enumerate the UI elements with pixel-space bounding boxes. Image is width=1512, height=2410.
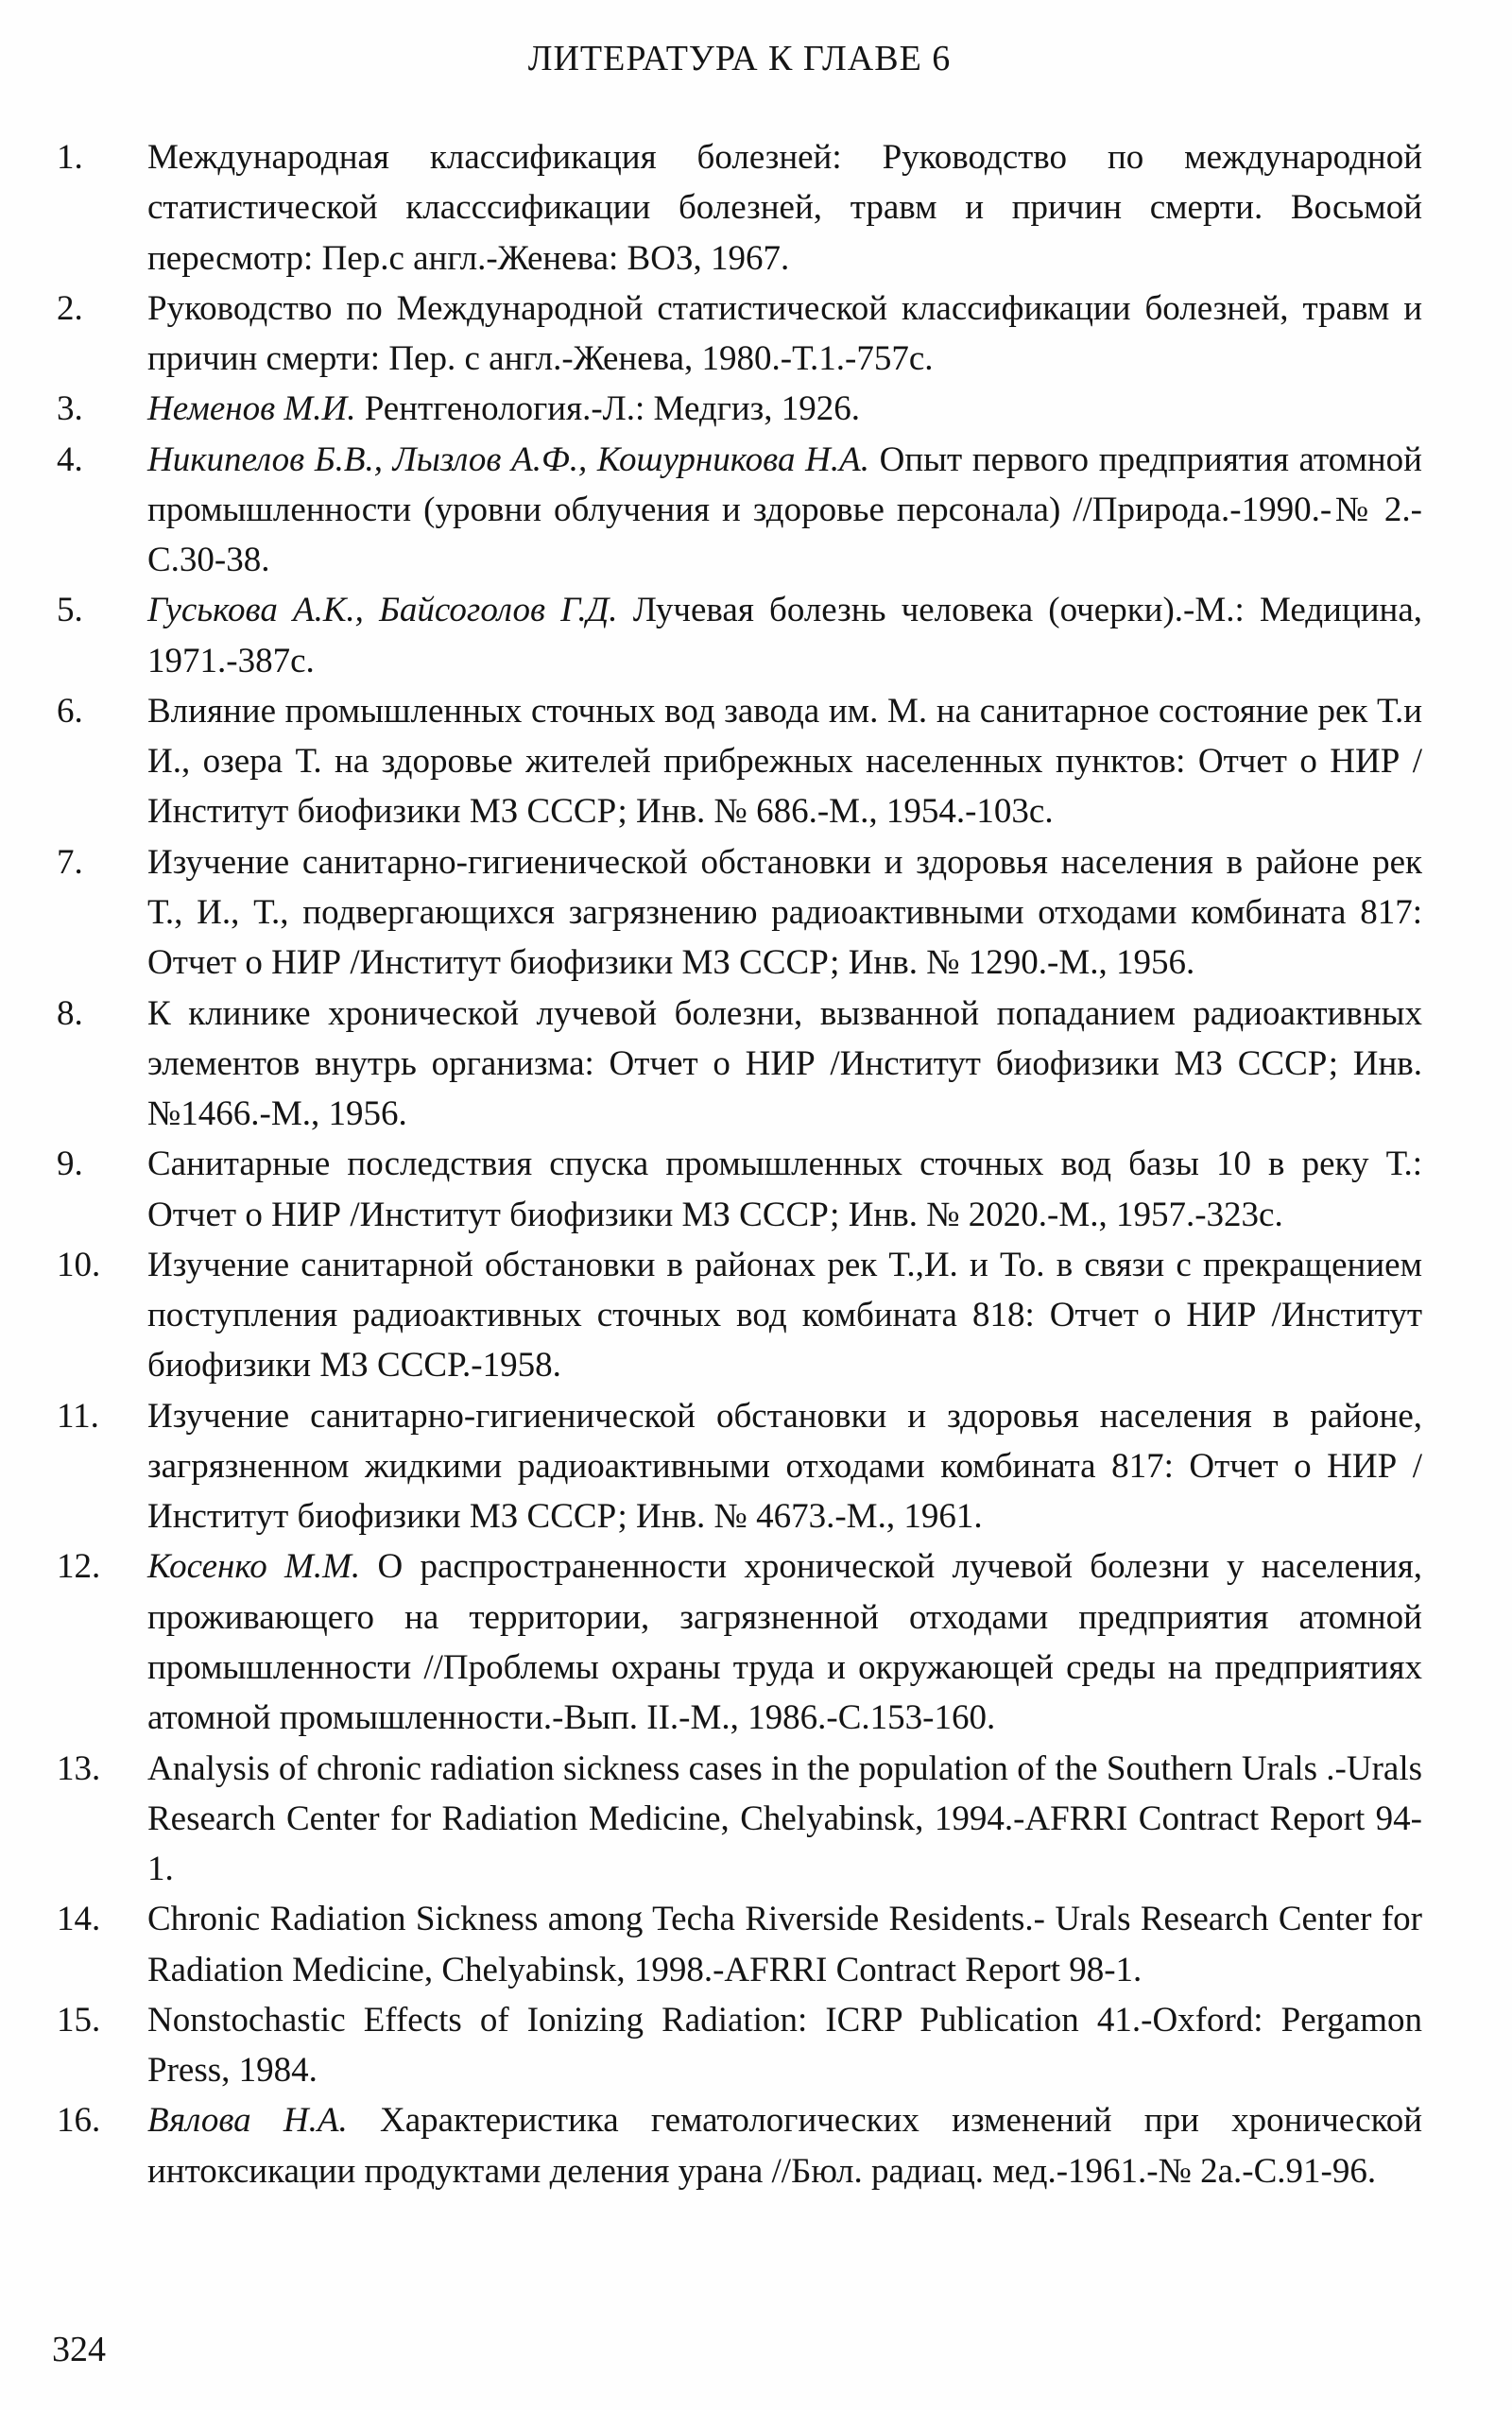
reference-body: Влияние промышленных сточных вод завода им. М. на санитарное состояние рек Т.и И., озера Т. на здоровье жителей прибрежных населенных пунктов: Отчет о НИР /Институт биофизики МЗ СССР; Инв. № 686.-М., 1954.-103с. [147, 691, 1422, 832]
reference-text [147, 1894, 1422, 1995]
reference-text [147, 1391, 1422, 1542]
reference-number: 11. [57, 1396, 99, 1436]
reference-body: Руководство по Международной статистической классификации болезней, травм и причин смерти: Пер. с англ.-Женева, 1980.-Т.1.-757с. [147, 288, 1422, 379]
reference-body: Изучение санитарно-гигиенической обстановки и здоровья населения в районе, загрязненном жидкими радиоактивными отходами комбината 817: Отчет о НИР /Институт биофизики МЗ СССР; Инв. № 4673.-М., 1961. [147, 1396, 1422, 1537]
reference-text [147, 284, 1422, 385]
reference-body: Санитарные последствия спуска промышленных сточных вод базы 10 в реку Т.: Отчет о НИР /Институт биофизики МЗ СССР; Инв. № 2020.-М., 1957.-323с. [147, 1145, 1422, 1234]
reference-text [147, 1240, 1422, 1391]
reference-number: 10. [57, 1245, 101, 1284]
reference-text [147, 2095, 1422, 2196]
reference-item [57, 585, 1422, 686]
reference-number: 3. [57, 389, 83, 429]
reference-text [147, 686, 1422, 837]
reference-text [147, 435, 1422, 586]
reference-item [57, 686, 1422, 837]
reference-item [57, 1541, 1422, 1743]
reference-author: Неменов М.И. [147, 389, 365, 429]
reference-author: Косенко М.М. [147, 1547, 378, 1587]
reference-number: 8. [57, 993, 83, 1033]
reference-body: О распространенности хронической лучевой болезни у населения, проживающего на территории, загрязненной отходами предприятия атомной промышленности //Проблемы охраны труда и окружающей среды на предприятиях атомной промышленности.-Вып. II.-М., 1986.-С.153-160. [147, 1547, 1422, 1738]
reference-text [147, 1744, 1422, 1895]
reference-body: Опыт первого предприятия атомной промышленности (уровни облучения и здоровье персонала) //Природа.-1990.-№ 2.-С.30-38. [147, 439, 1422, 580]
reference-number: 2. [57, 288, 83, 328]
reference-author: Гуськова А.К., Байсоголов Г.Д. [147, 591, 633, 630]
reference-item [57, 1391, 1422, 1542]
reference-number: 6. [57, 691, 83, 731]
reference-number: 13. [57, 1748, 101, 1788]
reference-number: 4. [57, 439, 83, 479]
reference-text [147, 384, 1422, 434]
reference-body: Analysis of chronic radiation sickness cases in the population of the Southern Urals .-Urals Research Center for Radiation Medicine, Chelyabinsk, 1994.-AFRRI Contract Report 94-1. [147, 1748, 1422, 1889]
reference-body: Лучевая болезнь человека (очерки).-М.: Медицина, 1971.-387с. [147, 591, 1423, 680]
reference-body: Chronic Radiation Sickness among Techa Riverside Residents.- Urals Research Center for Radiation Medicine, Chelyabinsk, 1998.-AFRRI Contract Report 98-1. [147, 1900, 1422, 1989]
reference-body: Изучение санитарной обстановки в районах рек Т.,И. и То. в связи с прекращением поступления радиоактивных сточных вод комбината 818: Отчет о НИР /Институт биофизики МЗ СССР.-1958. [147, 1245, 1422, 1386]
reference-body: Изучение санитарно-гигиенической обстановки и здоровья населения в районе рек Т., И., Т., подвергающихся загрязнению радиоактивными отходами комбината 817: Отчет о НИР /Институт биофизики МЗ СССР; Инв. № 1290.-М., 1956. [147, 842, 1422, 983]
reference-list [57, 132, 1422, 2196]
reference-number: 5. [57, 591, 83, 630]
reference-body: Международная классификация болезней: Руководство по международной статистической класссификации болезней, травм и причин смерти. Восьмой пересмотр: Пер.с англ.-Женева: ВОЗ, 1967. [147, 138, 1422, 278]
reference-item [57, 284, 1422, 385]
reference-item [57, 1894, 1422, 1995]
page-number: 324 [52, 2330, 106, 2369]
reference-body: К клинике хронической лучевой болезни, вызванной попаданием радиоактивных элементов внутрь организма: Отчет о НИР /Институт биофизики МЗ СССР; Инв. №1466.-М., 1956. [147, 993, 1422, 1134]
reference-author: Никипелов Б.В., Лызлов А.Ф., Кошурникова Н.А. [147, 439, 880, 479]
reference-number: 9. [57, 1145, 83, 1184]
reference-item [57, 837, 1422, 989]
reference-number: 16. [57, 2101, 101, 2141]
reference-text [147, 1541, 1422, 1743]
reference-number: 7. [57, 842, 83, 882]
reference-item [57, 435, 1422, 586]
reference-item [57, 132, 1422, 284]
reference-item [57, 1744, 1422, 1895]
reference-item [57, 384, 1422, 434]
reference-item [57, 989, 1422, 1140]
reference-number: 14. [57, 1900, 101, 1939]
reference-body: Nonstochastic Effects of Ionizing Radiation: ICRP Publication 41.-Oxford: Pergamon Press, 1984. [147, 2000, 1422, 2091]
reference-number: 15. [57, 2000, 101, 2040]
reference-item [57, 1139, 1422, 1240]
reference-body: Характеристика гематологических изменений при хронической интоксикации продуктами деления урана //Бюл. радиац. мед.-1961.-№ 2а.-С.91-96. [147, 2101, 1422, 2191]
reference-item [57, 1995, 1422, 2096]
reference-text [147, 1139, 1422, 1240]
reference-author: Вялова Н.А. [147, 2101, 380, 2141]
page-title: ЛИТЕРАТУРА К ГЛАВЕ 6 [527, 39, 952, 78]
reference-body: Рентгенология.-Л.: Медгиз, 1926. [364, 389, 861, 429]
reference-number: 12. [57, 1547, 101, 1587]
reference-item [57, 1240, 1422, 1391]
reference-item [57, 2095, 1422, 2196]
reference-text [147, 837, 1422, 989]
reference-number: 1. [57, 138, 83, 177]
reference-text [147, 1995, 1422, 2096]
reference-text [147, 989, 1422, 1140]
reference-text [147, 585, 1422, 686]
reference-text [147, 132, 1422, 284]
